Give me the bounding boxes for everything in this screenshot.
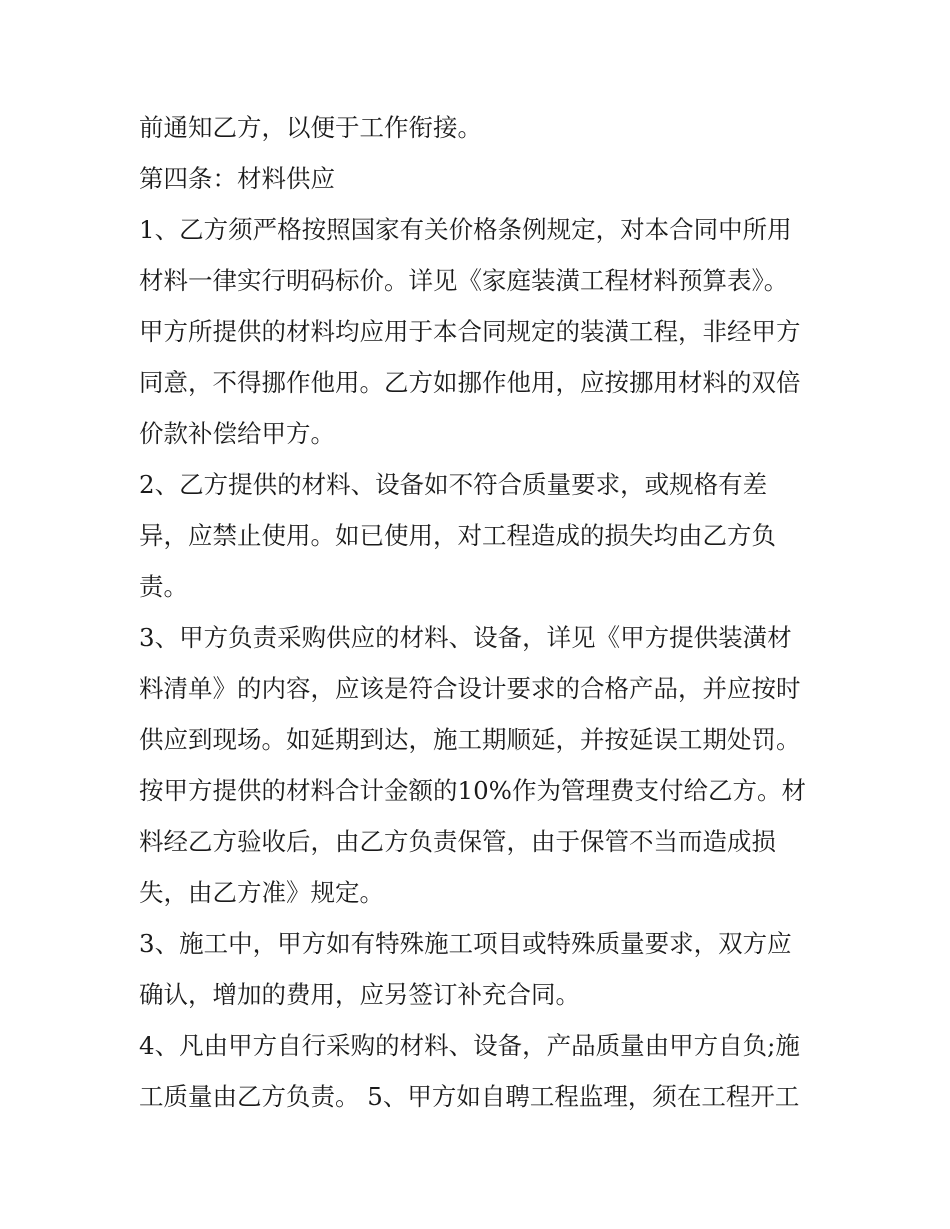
text-line: 1、乙方须严格按照国家有关价格条例规定，对本合同中所用 xyxy=(139,215,792,244)
text-line: 3、甲方负责采购供应的材料、设备，详见《甲方提供装潢材 xyxy=(139,623,792,652)
text-line: 供应到现场。如延期到达，施工期顺延，并按延误工期处罚。 xyxy=(139,725,801,754)
text-line: 异，应禁止使用。如已使用，对工程造成的损失均由乙方负 xyxy=(139,521,776,550)
text-line: 材料一律实行明码标价。详见《家庭装潢工程材料预算表》。 xyxy=(139,266,789,295)
text-line: 失，由乙方准》规定。 xyxy=(139,878,384,907)
text-line: 价款补偿给甲方。 xyxy=(139,419,335,448)
text-line: 甲方所提供的材料均应用于本合同规定的装潢工程，非经甲方 xyxy=(139,317,801,346)
text-line: 按甲方提供的材料合计金额的10%作为管理费支付给乙方。材 xyxy=(139,776,806,805)
text-line: 料清单》的内容，应该是符合设计要求的合格产品，并应按时 xyxy=(139,674,801,703)
text-line: 责。 xyxy=(139,572,188,601)
text-line: 2、乙方提供的材料、设备如不符合质量要求，或规格有差 xyxy=(139,470,768,499)
text-line: 前通知乙方，以便于工作衔接。 xyxy=(139,113,482,142)
text-line: 4、凡由甲方自行采购的材料、设备，产品质量由甲方自负;施 xyxy=(139,1031,800,1060)
section-heading: 第四条：材料供应 xyxy=(139,164,335,193)
text-line: 料经乙方验收后，由乙方负责保管，由于保管不当而造成损 xyxy=(139,827,776,856)
text-line: 工质量由乙方负责。 5、甲方如自聘工程监理，须在工程开工 xyxy=(139,1082,800,1111)
text-line: 3、施工中，甲方如有特殊施工项目或特殊质量要求，双方应 xyxy=(139,929,792,958)
text-line: 确认，增加的费用，应另签订补充合同。 xyxy=(139,980,580,1009)
text-line: 同意，不得挪作他用。乙方如挪作他用，应按挪用材料的双倍 xyxy=(139,368,801,397)
